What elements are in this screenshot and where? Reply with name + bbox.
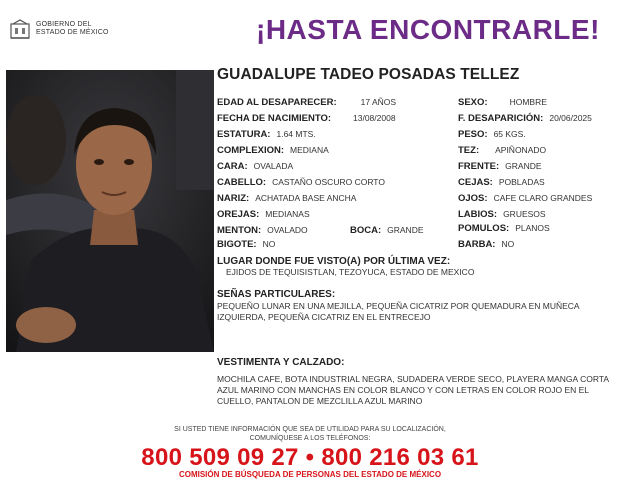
field-label: FRENTE: [458,161,500,172]
field-label: SEXO: [458,97,488,108]
field-label: BARBA: [458,239,496,250]
field-value: OVALADO [267,225,308,235]
footer-note-line-1: SI USTED TIENE INFORMACIÓN QUE SEA DE UTILIDAD PARA SU LOCALIZACIÓN, [174,426,446,433]
field-value: NO [501,239,515,249]
field-label: POMULOS: [458,223,510,234]
field-value: POBLADAS [498,177,545,187]
field-face [217,160,293,173]
field-age [217,96,396,109]
field-ears [217,208,310,221]
field-label: CABELLO: [217,177,267,188]
field-sex [458,96,547,109]
portrait-image [6,70,214,352]
field-value: MEDIANAS [265,209,310,219]
field-label: ESTATURA: [217,129,271,140]
field-hair [217,176,385,189]
field-label: CEJAS: [458,177,493,188]
field-label: NARIZ: [217,193,250,204]
field-forehead [458,160,542,173]
field-mouth [350,224,424,237]
field-label: BIGOTE: [217,239,257,250]
field-value: 1.64 MTS. [276,129,316,139]
last-seen-text: EJIDOS DE TEQUISISTLAN, TEZOYUCA, ESTADO DE MEXICO [226,267,475,277]
missing-person-photo [6,70,214,352]
field-value: 65 KGS. [493,129,526,139]
field-beard [458,238,514,251]
field-label: MENTON: [217,225,262,236]
state-emblem-icon [8,18,32,42]
field-birthdate [217,112,396,125]
field-value: MEDIANA [290,145,329,155]
particulars-title: SEÑAS PARTICULARES: [217,289,336,300]
particulars-text: PEQUEÑO LUNAR EN UNA MEJILLA, PEQUEÑA CICATRIZ POR QUEMADURA EN MUÑECA IZQUIERDA, PEQUEÑA CICATRIZ EN EL ENTRECEJO [217,301,580,322]
field-value: PLANOS [515,223,550,233]
field-value: CASTAÑO OSCURO CORTO [272,177,385,187]
field-value: CAFE CLARO GRANDES [493,193,593,203]
field-disappearance-date [458,112,592,125]
field-label: COMPLEXION: [217,145,285,156]
field-label: TEZ: [458,145,480,156]
poster-header [0,0,640,62]
field-height [217,128,316,141]
gov-line-2: ESTADO DE MÉXICO [36,29,109,36]
government-logo-text [36,21,109,37]
field-value: GRANDE [387,225,424,235]
field-skin [458,144,546,157]
field-cheekbones [458,222,550,235]
clothing-title: VESTIMENTA Y CALZADO: [217,357,345,368]
field-value: OVALADA [253,161,294,171]
headline: ¡HASTA ENCONTRARLE! [256,14,600,45]
person-name: GUADALUPE TADEO POSADAS TELLEZ [217,66,520,83]
clothing-text: MOCHILA CAFE, BOTA INDUSTRIAL NEGRA, SUDADERA VERDE SECO, PLAYERA MANGA CORTA AZUL MARINO CON MANCHAS EN COLOR BLANCO Y CON LETRAS EN COLOR ROJO EN EL CUELLO, PANTALON DE MEZCLILLA AZUL MARINO [217,374,609,406]
field-mustache [217,238,275,251]
field-value: GRANDE [505,161,542,171]
footer-note [0,426,620,443]
phone-numbers: 800 509 09 27 • 800 216 03 61 [141,444,479,471]
last-seen-title: LUGAR DONDE FUE VISTO(A) POR ÚLTIMA VEZ: [217,256,451,267]
field-nose [217,192,356,205]
field-chin [217,224,308,237]
field-value: APIÑONADO [495,145,547,155]
field-label: OREJAS: [217,209,260,220]
gov-line-1: GOBIERNO DEL [36,21,92,28]
field-value: 20/06/2025 [549,113,592,123]
field-value: 17 AÑOS [360,97,397,107]
field-eyebrows [458,176,545,189]
field-label: CARA: [217,161,248,172]
field-label: PESO: [458,129,488,140]
commission-name: COMISIÓN DE BÚSQUEDA DE PERSONAS DEL ESTADO DE MÉXICO [178,470,442,479]
field-label: FECHA DE NACIMIENTO: [217,113,331,124]
field-label: OJOS: [458,193,488,204]
field-value: 13/08/2008 [353,113,396,123]
footer-note-line-2: COMUNÍQUESE A LOS TELÉFONOS: [249,434,371,442]
field-label: F. DESAPARICIÓN: [458,113,544,124]
field-label: LABIOS: [458,209,498,220]
field-build [217,144,329,157]
field-eyes [458,192,592,205]
field-value: ACHATADA BASE ANCHA [255,193,357,203]
field-label: EDAD AL DESAPARECER: [217,97,337,108]
field-label: BOCA: [350,225,382,236]
field-weight [458,128,526,141]
field-value: HOMBRE [509,97,547,107]
field-value: NO [262,239,276,249]
field-value: GRUESOS [503,209,546,219]
field-lips [458,208,546,221]
